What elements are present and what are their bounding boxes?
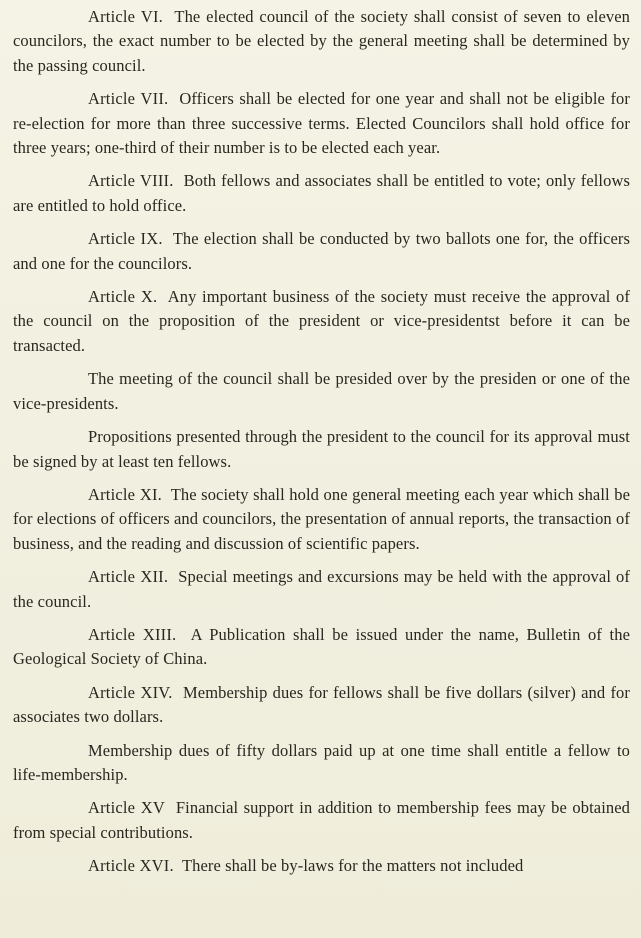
article-paragraph (13, 565, 630, 614)
paragraph-body: Propositions presented through the president to the council for its approval must be signed by at least ten fellows. (13, 427, 630, 471)
article-heading: Article XIII. (88, 624, 177, 644)
article-body: Officers shall be elected for one year and shall not be eligible for re-election for more than three successive terms. Elected Councilors shall hold office for three years; one-third of their number is to be elected each year. (13, 89, 630, 158)
article-paragraph (13, 796, 630, 845)
article-heading: Article XII. (88, 567, 169, 587)
article-paragraph (13, 285, 630, 358)
article-paragraph (13, 227, 630, 276)
continuation-paragraph (13, 739, 630, 788)
document-text (13, 5, 630, 888)
article-body: There shall be by-laws for the matters not included (181, 856, 524, 876)
article-body: The society shall hold one general meeting each year which shall be for elections of officers and councilors, the presentation of annual reports, the transaction of business, and the reading and discussion of scientific papers. (13, 484, 631, 553)
paragraph-body: The meeting of the council shall be presided over by the presiden or one of the vice-presidents. (13, 369, 630, 413)
article-heading: Article XI. (88, 484, 162, 504)
article-heading: Article VI. (88, 7, 163, 26)
article-body: Membership dues for fellows shall be five dollars (silver) and for associates two dollars. (13, 682, 630, 727)
article-heading: Article X. (88, 287, 158, 307)
paragraph-body: Membership dues of fifty dollars paid up at one time shall entitle a fellow to life-membership. (13, 740, 630, 784)
article-paragraph (13, 169, 630, 218)
article-body: Financial support in addition to membership fees may be obtained from special contributions. (13, 798, 631, 842)
article-body: A Publication shall be issued under the name, Bulletin of the Geological Society of China. (13, 624, 631, 669)
article-paragraph (13, 87, 630, 160)
article-body: Special meetings and excursions may be held with the approval of the council. (13, 567, 630, 611)
article-paragraph (13, 483, 630, 556)
article-heading: Article XIV. (88, 682, 173, 702)
article-heading: Article XVI. (88, 856, 174, 876)
article-paragraph (13, 5, 630, 78)
continuation-paragraph (13, 425, 630, 474)
article-heading: Article XV (88, 798, 165, 818)
article-body: Any important business of the society must receive the approval of the council on the proposition of the president or vice-presidentst before it can be transacted. (13, 287, 630, 355)
article-heading: Article VIII. (88, 171, 174, 191)
article-body: Both fellows and associates shall be entitled to vote; only fellows are entitled to hold office. (13, 171, 630, 215)
article-paragraph (13, 854, 630, 878)
article-body: The election shall be conducted by two ballots one for, the officers and one for the councilors. (13, 229, 630, 273)
article-paragraph (13, 681, 630, 730)
continuation-paragraph (13, 367, 630, 416)
article-paragraph (13, 623, 630, 672)
article-body: The elected council of the society shall consist of seven to eleven councilors, the exact number to be elected by the general meeting shall be determined by the passing council. (13, 7, 631, 75)
article-heading: Article IX. (88, 229, 163, 249)
article-heading: Article VII. (88, 89, 169, 109)
